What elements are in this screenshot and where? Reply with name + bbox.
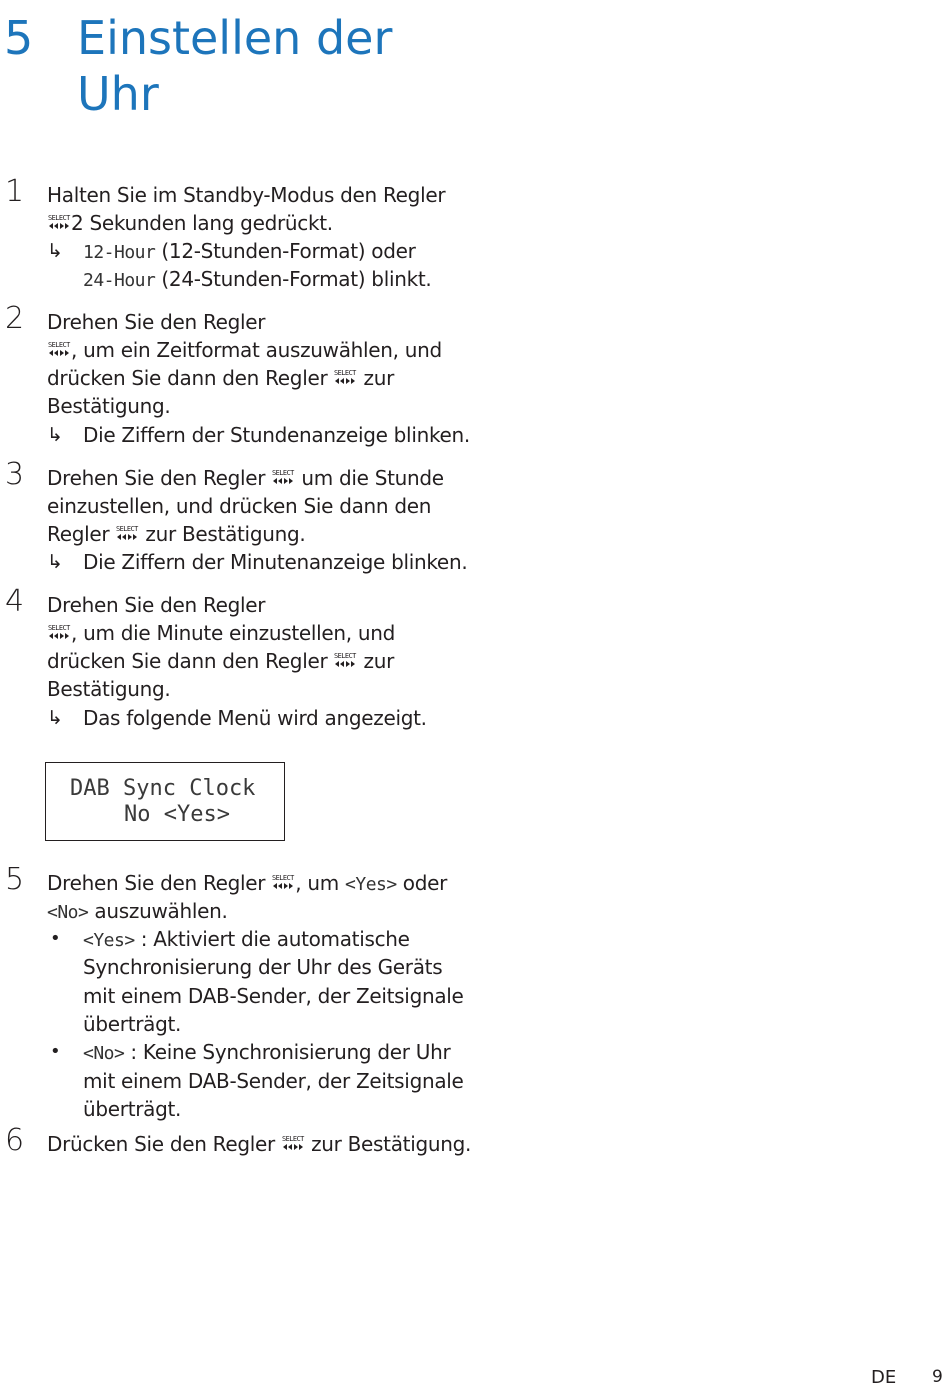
step-text: Drücken Sie den Regler [47, 1132, 275, 1156]
result-arrow-icon: ↳ [47, 707, 63, 729]
step-text: , um ein Zeitformat auszuwählen, und [71, 338, 442, 362]
display-line-2: No <Yes> [124, 802, 230, 827]
lcd-text: <Yes> [83, 930, 135, 951]
step-text: Regler [47, 522, 110, 546]
footer-language: DE [871, 1367, 897, 1388]
lcd-text: 24-Hour [83, 270, 156, 291]
chapter-number: 5 [4, 11, 34, 65]
step-text-line [47, 1130, 471, 1158]
step-text: drücken Sie dann den Regler [47, 366, 328, 390]
lcd-text: <No> [47, 902, 89, 923]
step-text: drücken Sie dann den Regler [47, 649, 328, 673]
result-arrow-icon: ↳ [47, 424, 63, 446]
step-text: Bestätigung. [47, 677, 171, 701]
step-text: auszuwählen. [94, 899, 228, 923]
bullet-text [83, 1038, 450, 1068]
lcd-text: 12-Hour [83, 242, 156, 263]
step-text-line [47, 336, 442, 364]
step-text-line [47, 897, 228, 927]
lcd-text: <Yes> [345, 874, 397, 895]
bullet-dot: • [50, 928, 61, 949]
select-knob-icon [333, 367, 357, 387]
bullet-dot: • [50, 1041, 61, 1062]
select-knob-icon [47, 622, 71, 642]
step-text: um die Stunde [301, 466, 444, 490]
bullet-text: Synchronisierung der Uhr des Geräts [83, 955, 443, 979]
step-text: Drehen Sie den Regler [47, 466, 266, 490]
step-text: Drehen Sie den Regler [47, 871, 266, 895]
step-number: 3 [5, 457, 25, 492]
select-knob-icon [333, 650, 357, 670]
step-text: zur [363, 649, 395, 673]
select-knob-icon [47, 212, 71, 232]
result-text: Die Ziffern der Stundenanzeige blinken. [83, 423, 470, 447]
step-text: Drehen Sie den Regler [47, 310, 266, 334]
select-knob-icon [115, 523, 139, 543]
step-text: , um die Minute einzustellen, und [71, 621, 396, 645]
display-line-1: DAB Sync Clock [70, 776, 256, 801]
result-arrow-icon: ↳ [47, 240, 63, 262]
step-number: 2 [5, 301, 25, 336]
step-text: Bestätigung. [47, 394, 171, 418]
step-text: 2 Sekunden lang gedrückt. [71, 211, 333, 235]
result-text: Das folgende Menü wird angezeigt. [83, 706, 427, 730]
step-number: 4 [5, 584, 25, 619]
bullet-text: überträgt. [83, 1097, 182, 1121]
step-text: Halten Sie im Standby-Modus den Regler [47, 183, 446, 207]
step-text: zur Bestätigung. [311, 1132, 472, 1156]
chapter-title: Einstellen der Uhr [77, 11, 393, 121]
step-text: einzustellen, und drücken Sie dann den [47, 494, 432, 518]
step-text: , um [295, 871, 346, 895]
step-text-line [47, 464, 444, 492]
result-arrow-icon: ↳ [47, 551, 63, 573]
lcd-display-box [45, 762, 285, 841]
bullet-text-part: : Keine Synchronisierung der Uhr [124, 1040, 451, 1064]
step-text-line [47, 647, 394, 675]
step-number: 5 [5, 862, 25, 897]
result-text [83, 237, 416, 267]
step-number: 6 [5, 1123, 25, 1158]
step-text: oder [402, 871, 448, 895]
step-text: zur Bestätigung. [145, 522, 306, 546]
step-number: 1 [5, 174, 25, 209]
bullet-text [83, 925, 410, 955]
result-text-part: (24-Stunden-Format) blinkt. [155, 267, 432, 291]
result-text-part: (12-Stunden-Format) oder [155, 239, 416, 263]
step-text-line [47, 209, 333, 237]
step-text-line [47, 869, 447, 899]
lcd-text: <No> [83, 1043, 125, 1064]
result-text [83, 265, 431, 295]
step-text: Drehen Sie den Regler [47, 593, 266, 617]
step-text-line [47, 520, 305, 548]
select-knob-icon [281, 1133, 305, 1153]
bullet-text: überträgt. [83, 1012, 182, 1036]
select-knob-icon [271, 872, 295, 892]
bullet-text-part: : Aktiviert die automatische [134, 927, 410, 951]
page-number: 9 [932, 1367, 943, 1387]
step-text: zur [363, 366, 395, 390]
step-text-line [47, 364, 394, 392]
select-knob-icon [271, 467, 295, 487]
select-knob-icon [47, 339, 71, 359]
result-text: Die Ziffern der Minutenanzeige blinken. [83, 550, 468, 574]
bullet-text: mit einem DAB-Sender, der Zeitsignale [83, 1069, 464, 1093]
step-text-line [47, 619, 395, 647]
bullet-text: mit einem DAB-Sender, der Zeitsignale [83, 984, 464, 1008]
